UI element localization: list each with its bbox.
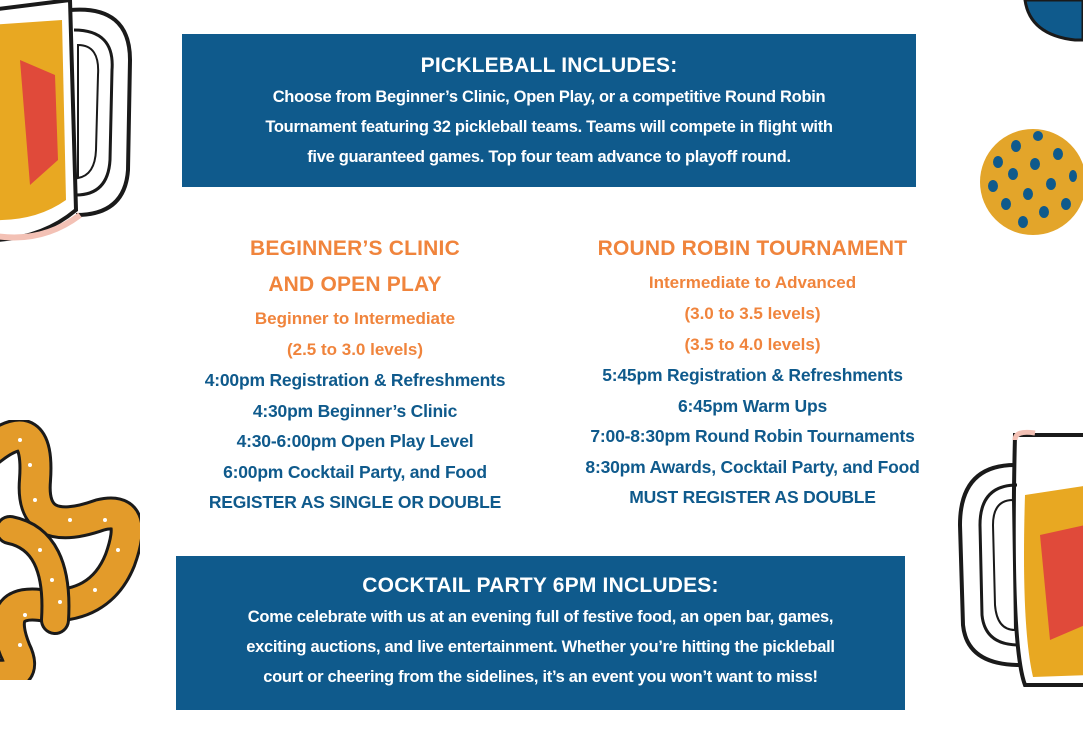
skill-level-range: (2.5 to 3.0 levels)	[286, 340, 424, 359]
cocktail-party-line: court or cheering from the sidelines, it’s an event you won’t want to miss!	[263, 668, 818, 686]
beer-mug-icon	[955, 425, 1083, 705]
pickleball-includes-line: Choose from Beginner’s Clinic, Open Play, or a competitive Round Robin	[272, 88, 826, 106]
beer-mug-icon	[0, 0, 140, 260]
pretzel-icon	[0, 420, 140, 680]
beginners-clinic-title: AND OPEN PLAY	[268, 273, 442, 296]
round-robin-section	[560, 231, 945, 513]
schedule-item: 7:00-8:30pm Round Robin Tournaments	[590, 426, 915, 446]
cocktail-party-heading: COCKTAIL PARTY 6PM INCLUDES:	[362, 574, 719, 597]
beginners-clinic-title: BEGINNER’S CLINIC	[250, 237, 460, 260]
cocktail-party-box	[176, 556, 905, 710]
registration-note: REGISTER AS SINGLE OR DOUBLE	[208, 492, 502, 512]
pickleball-icon	[978, 124, 1083, 242]
pickleball-includes-line: five guaranteed games. Top four team advance to playoff round.	[307, 148, 791, 166]
beginners-clinic-section	[175, 231, 535, 518]
skill-level-range: (3.5 to 4.0 levels)	[684, 335, 821, 354]
cocktail-party-line: Come celebrate with us at an evening full of festive food, an open bar, games,	[247, 608, 834, 626]
skill-level-range: (3.0 to 3.5 levels)	[684, 304, 821, 323]
round-robin-title: ROUND ROBIN TOURNAMENT	[597, 237, 908, 260]
skill-level-text: Intermediate to Advanced	[648, 273, 857, 292]
schedule-item: 4:30-6:00pm Open Play Level	[236, 431, 474, 451]
schedule-item: 4:30pm Beginner’s Clinic	[252, 400, 458, 421]
schedule-item: 6:00pm Cocktail Party, and Food	[223, 461, 487, 482]
schedule-item: 8:30pm Awards, Cocktail Party, and Food	[585, 456, 920, 477]
schedule-item: 5:45pm Registration & Refreshments	[602, 365, 903, 385]
cocktail-party-line: exciting auctions, and live entertainment. Whether you’re hitting the pickleball	[246, 638, 835, 656]
blue-blob-shape	[1020, 0, 1083, 45]
pickleball-includes-box	[182, 34, 916, 187]
schedule-item: 4:00pm Registration & Refreshments	[204, 370, 506, 390]
skill-level-text: Beginner to Intermediate	[254, 309, 456, 328]
schedule-item: 6:45pm Warm Ups	[677, 395, 828, 416]
pickleball-includes-line: Tournament featuring 32 pickleball teams. Teams will compete in flight with	[265, 118, 833, 136]
pickleball-includes-heading: PICKLEBALL INCLUDES:	[420, 54, 678, 77]
registration-note: MUST REGISTER AS DOUBLE	[629, 487, 876, 507]
